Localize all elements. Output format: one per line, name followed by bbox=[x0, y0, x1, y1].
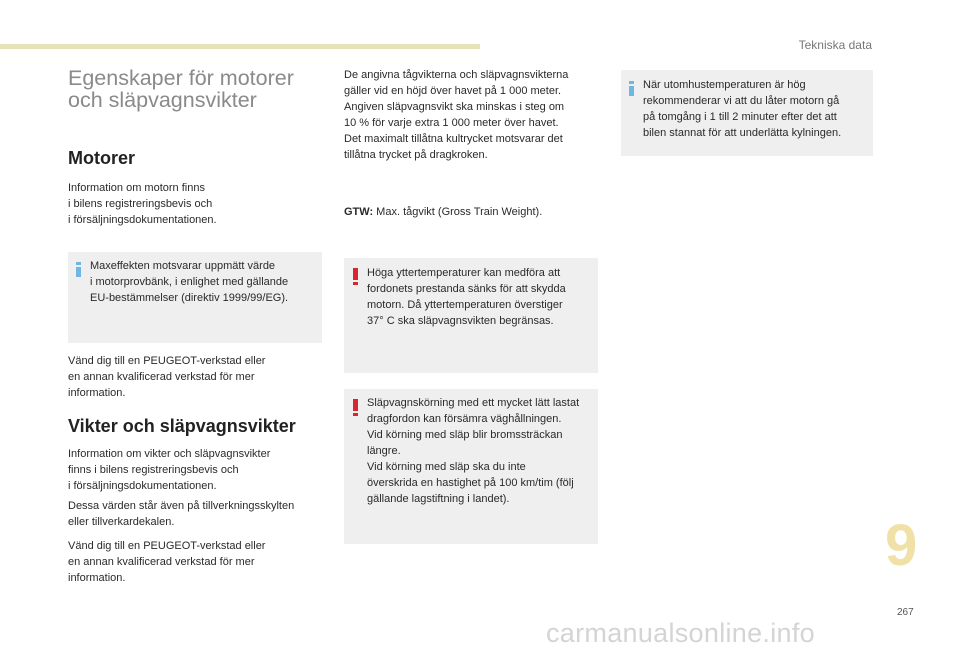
contact-paragraph-1 bbox=[68, 353, 318, 401]
section-label: Tekniska data bbox=[798, 38, 872, 52]
engine-power-note-text: Maxeffekten motsvarar uppmätt värde i motorprovbänk, i enlighet med gällande EU-bestämmelser (direktiv 1999/99/EG). bbox=[90, 260, 289, 304]
warning-icon bbox=[353, 268, 358, 285]
watermark-text: carmanualsonline.info bbox=[546, 618, 815, 648]
engines-heading: Motorer bbox=[68, 148, 135, 168]
contact-paragraph-2 bbox=[68, 538, 318, 586]
weights-text: Information om vikter och släpvagnsvikter finns i bilens registreringsbevis och i försäljningsdokumentationen. bbox=[68, 448, 271, 492]
plate-paragraph bbox=[68, 498, 328, 530]
gtw-label: GTW: bbox=[344, 206, 374, 218]
page-title: Egenskaper för motorer och släpvagnsvikter bbox=[68, 66, 294, 112]
header-accent-bar bbox=[0, 44, 480, 49]
chapter-number: 9 bbox=[885, 513, 918, 578]
gtw-definition: Max. tågvikt (Gross Train Weight). bbox=[373, 206, 543, 218]
altitude-text: De angivna tågvikterna och släpvagnsvikterna gäller vid en höjd över havet på 1 000 meter. Angiven släpvagnsvikt ska minskas i steg om 10 % för varje extra 1 000 meter över havet. Det maximalt tillåtna kultrycket motsvarar det tillåtna trycket på dragkroken. bbox=[344, 69, 569, 161]
gtw-paragraph bbox=[344, 204, 604, 220]
towing-warning-text: Släpvagnskörning med ett mycket lätt lastat dragfordon kan försämra väghållningen. Vid körning med släp blir bromssträckan längre. Vid körning med släp ska du inte överskrida en hastighet på 100 km/tim (följ gällande lagstiftning i landet). bbox=[367, 397, 580, 505]
info-icon bbox=[629, 81, 634, 96]
towing-warning-box bbox=[344, 389, 598, 544]
weights-paragraph bbox=[68, 446, 328, 494]
temperature-warning-text: Höga yttertemperaturer kan medföra att fordonets prestanda sänks för att skydda motorn. Då yttertemperaturen överstiger 37° C ska släpvagnsvikten begränsas. bbox=[367, 267, 566, 327]
contact-text-1: Vänd dig till en PEUGEOT-verkstad eller en annan kvalificerad verkstad för mer information. bbox=[68, 355, 266, 399]
plate-text: Dessa värden står även på tillverkningsskylten eller tillverkardekalen. bbox=[68, 500, 295, 528]
cooling-note-text: När utomhustemperaturen är hög rekommenderar vi att du låter motorn gå på tomgång i 1 till 2 minuter efter det att bilen stannat för att underlätta kylningen. bbox=[643, 79, 842, 139]
contact-text-2: Vänd dig till en PEUGEOT-verkstad eller en annan kvalificerad verkstad för mer information. bbox=[68, 540, 266, 584]
engines-paragraph bbox=[68, 180, 318, 228]
weights-heading: Vikter och släpvagnsvikter bbox=[68, 416, 296, 436]
engines-text: Information om motorn finns i bilens registreringsbevis och i försäljningsdokumentationen. bbox=[68, 182, 217, 226]
warning-icon bbox=[353, 399, 358, 416]
temperature-warning-box bbox=[344, 258, 598, 373]
page-number: 267 bbox=[897, 607, 914, 618]
cooling-note-box bbox=[621, 70, 873, 156]
altitude-paragraph bbox=[344, 67, 604, 163]
info-icon bbox=[76, 262, 81, 277]
engine-power-note-box bbox=[68, 252, 322, 343]
